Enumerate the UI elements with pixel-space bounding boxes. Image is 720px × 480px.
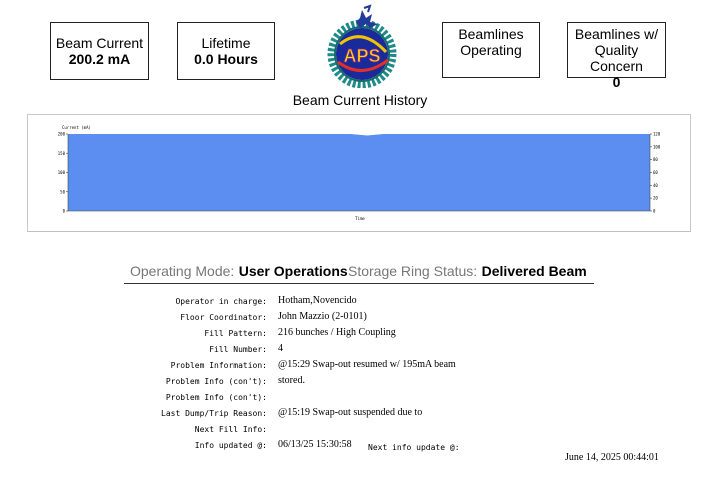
chart-left-tick-label: 150: [57, 150, 65, 156]
beam-current-value: 200.2 mA: [68, 51, 131, 67]
storage-ring-status: [348, 263, 587, 281]
chart-canvas: [28, 115, 692, 233]
info-row: [0, 294, 720, 310]
beamlines-operating-box: [442, 22, 540, 78]
info-row-key: Floor Coordinator:: [180, 313, 267, 322]
info-row-value: @15:19 Swap-out suspended due to: [278, 407, 423, 418]
operating-mode-label: Operating Mode:: [130, 263, 235, 279]
info-row-value: stored.: [278, 375, 305, 386]
operating-mode: [130, 263, 348, 281]
storage-ring-status-label: Storage Ring Status:: [348, 263, 478, 279]
chart-left-tick-label: 50: [60, 189, 65, 195]
info-row-key: Problem Information:: [170, 361, 267, 370]
beamlines-quality-label-1: Beamlines w/: [574, 26, 659, 42]
chart-title: Beam Current History: [292, 92, 428, 108]
info-row-key: Problem Info (con't):: [165, 393, 267, 402]
info-row-value: John Mazzio (2-0101): [278, 311, 367, 322]
info-row-value: 06/13/25 15:30:58: [278, 439, 352, 450]
info-row: [0, 358, 720, 374]
beamlines-quality-box: [567, 22, 666, 90]
chart-right-tick-label: 60: [653, 170, 658, 175]
chart-left-tick-label: 0: [62, 208, 65, 214]
aps-logo: [326, 4, 398, 88]
status-line: [124, 262, 594, 284]
lifetime-box: [177, 22, 275, 80]
info-row-value: 4: [278, 343, 283, 354]
info-row: [0, 342, 720, 358]
lifetime-label: Lifetime: [201, 35, 251, 51]
info-row-key: Operator in charge:: [175, 297, 267, 306]
info-row: [0, 422, 720, 438]
logo-text: APS: [343, 46, 381, 66]
beam-current-label: Beam Current: [55, 35, 144, 51]
beamlines-operating-label-1: Beamlines: [458, 26, 524, 42]
info-row-key: Next Fill Info:: [194, 425, 267, 434]
info-row-value: Hotham,Novencido: [278, 295, 357, 306]
beamlines-operating-label-2: Operating: [460, 42, 522, 58]
beamlines-quality-label-2: Quality Concern: [590, 42, 643, 74]
info-row-key: Last Dump/Trip Reason:: [161, 409, 267, 418]
chart-right-tick-label: 80: [653, 157, 658, 163]
beam-current-box: [50, 22, 149, 80]
info-row: [0, 390, 720, 406]
info-row: [0, 406, 720, 422]
info-row: [0, 374, 720, 390]
beam-current-area: [68, 134, 650, 211]
beamlines-quality-value: 0: [612, 74, 621, 90]
info-row-key: Fill Number:: [209, 345, 267, 354]
info-row-key: Problem Info (con't):: [165, 377, 267, 386]
info-row-value: @15:29 Swap-out resumed w/ 195mA beam: [278, 359, 456, 370]
chart-y-axis-label: Current (mA): [62, 125, 91, 130]
atom-icon: [356, 6, 378, 28]
info-row: [0, 326, 720, 342]
chart-left-tick-label: 200: [57, 131, 65, 137]
info-row-key: Info updated @:: [194, 441, 267, 450]
chart-right-tick-label: 100: [653, 144, 661, 150]
operating-mode-value: User Operations: [238, 263, 348, 279]
chart-right-tick-label: 120: [653, 131, 661, 137]
info-row: [0, 310, 720, 326]
chart-left-tick-label: 100: [57, 170, 65, 175]
chart-right-tick-label: 40: [653, 182, 658, 188]
next-info-update-label: Next info update @:: [368, 443, 460, 452]
chart-right-tick-label: 0: [653, 208, 656, 214]
chart-x-axis-label: Time: [355, 216, 365, 221]
storage-ring-status-value: Delivered Beam: [481, 263, 587, 279]
lifetime-value: 0.0 Hours: [194, 51, 258, 67]
page-timestamp: June 14, 2025 00:44:01: [565, 452, 659, 463]
info-row-value: 216 bunches / High Coupling: [278, 327, 396, 338]
beam-current-chart: [27, 114, 691, 232]
info-row-key: Fill Pattern:: [204, 329, 267, 338]
chart-right-tick-label: 20: [653, 195, 658, 201]
